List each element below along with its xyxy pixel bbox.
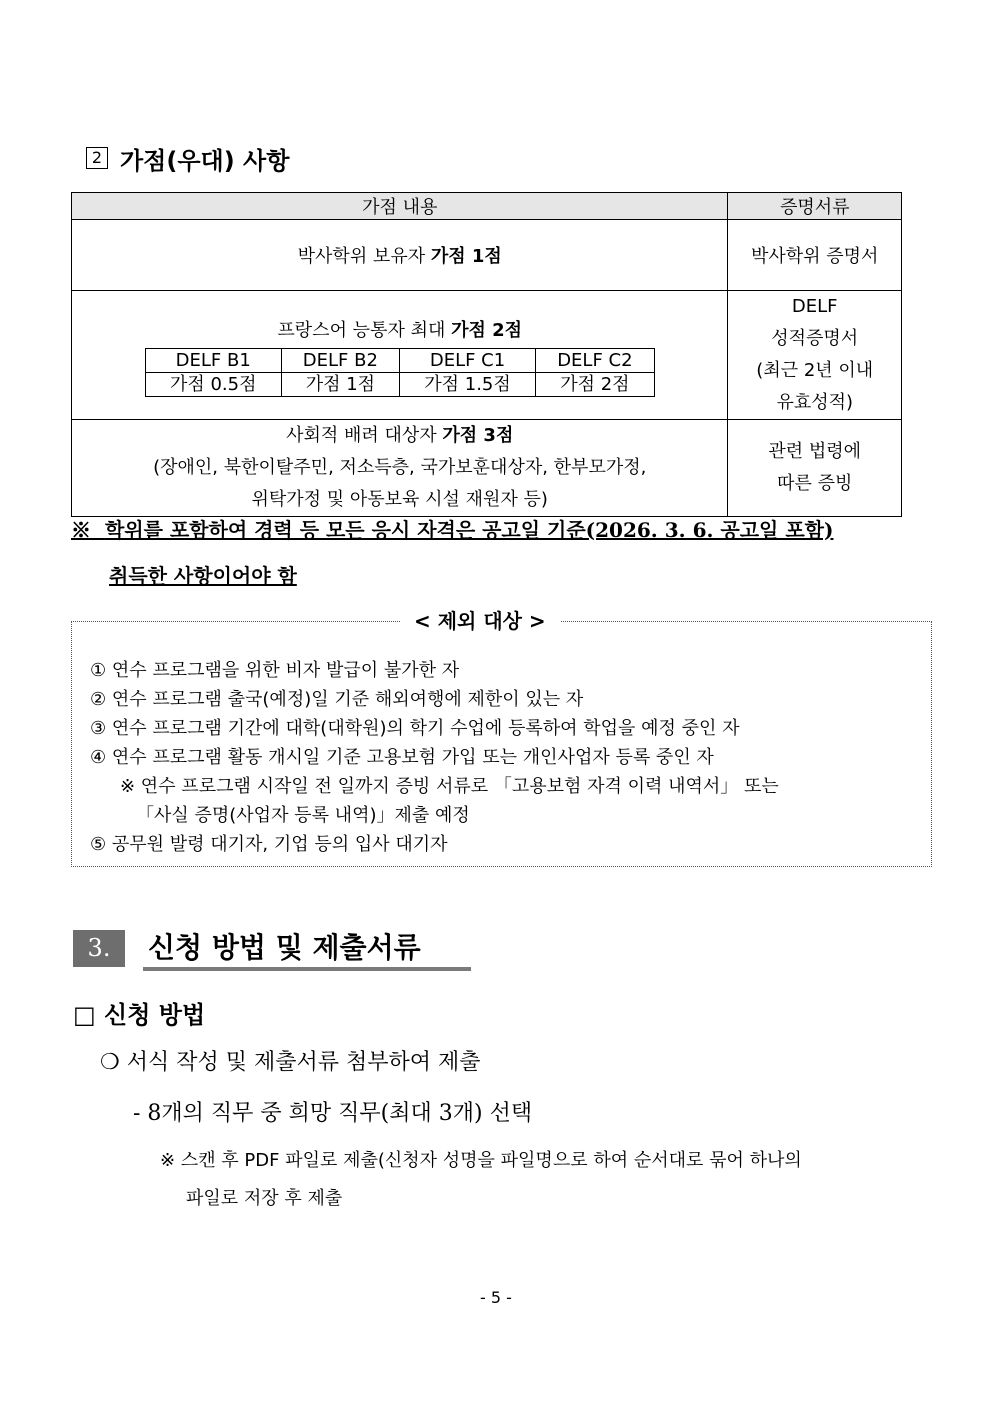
table-row (72, 420, 902, 517)
section-number-badge: 3. (73, 930, 125, 967)
cell-text: 사회적 배려 대상자 (286, 425, 443, 446)
table-cell-document (728, 291, 902, 420)
doc-line: 관련 법령에 (768, 441, 862, 462)
note-line: ※ 스캔 후 PDF 파일로 제출(신청자 성명을 파일명으로 하여 순서대로 묶어 하나의 (160, 1150, 802, 1171)
note-mark: ※ (71, 518, 91, 542)
delf-points: 가점 1.5점 (400, 372, 536, 396)
note-line: 취득한 사항이어야 함 (109, 564, 297, 588)
doc-line: 유효성적) (776, 392, 854, 413)
cell-bold-text: 가점 3점 (442, 425, 514, 446)
note-line: 학위를 포함하여 경력 등 모든 응시 자격은 공고일 기준(2026. 3. 6. 공고일 포함) (104, 518, 834, 542)
bullet-item: ❍ 서식 작성 및 제출서류 첨부하여 제출 (100, 1050, 481, 1075)
cell-bold-text: 가점 1점 (430, 246, 502, 267)
table-header-content: 가점 내용 (72, 193, 728, 220)
table-row (72, 291, 902, 420)
table-cell-document (728, 420, 902, 517)
cell-bold-text: 가점 2점 (451, 319, 523, 341)
section-title: 신청 방법 및 제출서류 (148, 931, 421, 964)
doc-line: 따른 증빙 (777, 473, 853, 494)
list-sub-note: 「사실 증명(사업자 등록 내역)」제출 예정 (136, 805, 470, 826)
subsection-heading: □ 신청 방법 (73, 1001, 206, 1029)
delf-score-table (145, 348, 655, 397)
delf-level: DELF C2 (536, 348, 655, 372)
delf-level: DELF C1 (400, 348, 536, 372)
cell-text: 박사학위 보유자 (297, 246, 431, 267)
bullet-note (160, 1142, 930, 1218)
section-title: 가점(우대) 사항 (120, 146, 290, 175)
bullet-item: - 8개의 직무 중 희망 직무(최대 3개) 선택 (133, 1101, 533, 1126)
table-cell-content (72, 220, 728, 291)
table-cell-document: 박사학위 증명서 (728, 220, 902, 291)
cell-text: (장애인, 북한이탈주민, 저소득층, 국가보훈대상자, 한부모가정, (153, 457, 647, 478)
cell-text: 프랑스어 능통자 최대 (277, 319, 452, 341)
cell-text: 위탁가정 및 아동보육 시설 재원자 등) (251, 489, 548, 510)
table-header-document: 증명서류 (728, 193, 902, 220)
delf-points: 가점 2점 (536, 372, 655, 396)
title-underline (143, 967, 471, 971)
doc-line: DELF (791, 296, 838, 317)
section-number-box: 2 (86, 147, 108, 169)
note-line: 파일로 저장 후 제출 (186, 1188, 343, 1209)
delf-level: DELF B2 (281, 348, 399, 372)
table-cell-content (72, 291, 728, 420)
table-cell-content (72, 420, 728, 517)
delf-points: 가점 1점 (281, 372, 399, 396)
exclusion-title: < 제외 대상 > (400, 605, 560, 634)
table-row (72, 220, 902, 291)
list-sub-note: ※ 연수 프로그램 시작일 전 일까지 증빙 서류로 「고용보험 자격 이력 내역서」 또는 (120, 776, 779, 797)
section-heading (86, 140, 289, 176)
list-item: ② 연수 프로그램 출국(예정)일 기준 해외여행에 제한이 있는 자 (90, 689, 584, 710)
doc-line: 성적증명서 (771, 328, 859, 349)
qualification-note (71, 507, 931, 599)
delf-points: 가점 0.5점 (145, 372, 281, 396)
list-item: ④ 연수 프로그램 활동 개시일 기준 고용보험 가입 또는 개인사업자 등록 중인 자 (90, 747, 714, 768)
doc-line: (최근 2년 이내 (756, 360, 874, 381)
delf-level: DELF B1 (145, 348, 281, 372)
page-number: - 5 - (480, 1288, 512, 1307)
list-item: ⑤ 공무원 발령 대기자, 기업 등의 입사 대기자 (90, 834, 448, 855)
list-item: ③ 연수 프로그램 기간에 대학(대학원)의 학기 수업에 등록하여 학업을 예정 중인 자 (90, 718, 740, 739)
bonus-points-table (71, 192, 902, 517)
list-item: ① 연수 프로그램을 위한 비자 발급이 불가한 자 (90, 660, 460, 681)
exclusion-list (90, 656, 779, 859)
